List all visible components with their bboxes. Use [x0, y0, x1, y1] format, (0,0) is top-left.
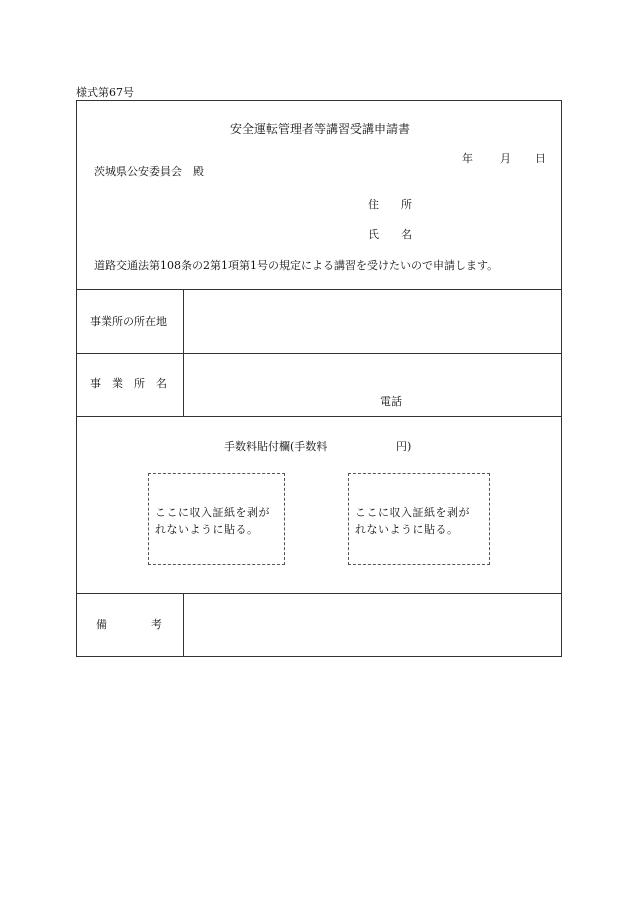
- stamp-box-text-line1: ここに収入証紙を剥が: [155, 506, 270, 519]
- stamp-heading-right: 円): [396, 440, 412, 453]
- stamp-box-text-line1: ここに収入証紙を剥が: [355, 506, 470, 519]
- divider-header: [76, 289, 562, 290]
- form-number: 様式第67号: [76, 86, 134, 99]
- column-divider-remarks: [183, 593, 184, 657]
- address-label: 住 所: [368, 198, 412, 211]
- divider-stamp: [76, 593, 562, 594]
- date-month-label: 月: [500, 152, 511, 165]
- stamp-box-right: [348, 473, 490, 565]
- phone-label: 電話: [380, 395, 402, 408]
- divider-office-name: [76, 416, 562, 417]
- stamp-box-text-line2: れないように貼る。: [355, 523, 459, 536]
- stamp-heading-left: 手数料貼付欄(手数料: [224, 440, 328, 453]
- addressee: 茨城県公安委員会 殿: [94, 165, 204, 178]
- stamp-box-text-line2: れないように貼る。: [155, 523, 259, 536]
- remarks-label: 備 考: [96, 618, 162, 631]
- column-divider-upper: [183, 289, 184, 416]
- name-label: 氏 名: [368, 228, 412, 241]
- office-location-label: 事業所の所在地: [90, 315, 167, 328]
- office-name-label: 事 業 所 名: [90, 377, 167, 390]
- statement: 道路交通法第108条の2第1項第1号の規定による講習を受けたいので申請します。: [94, 259, 499, 272]
- divider-office-location: [76, 353, 562, 354]
- stamp-box-left: [148, 473, 285, 565]
- date-day-label: 日: [535, 152, 546, 165]
- form-title: 安全運転管理者等講習受講申請書: [230, 122, 411, 136]
- date-year-label: 年: [462, 152, 473, 165]
